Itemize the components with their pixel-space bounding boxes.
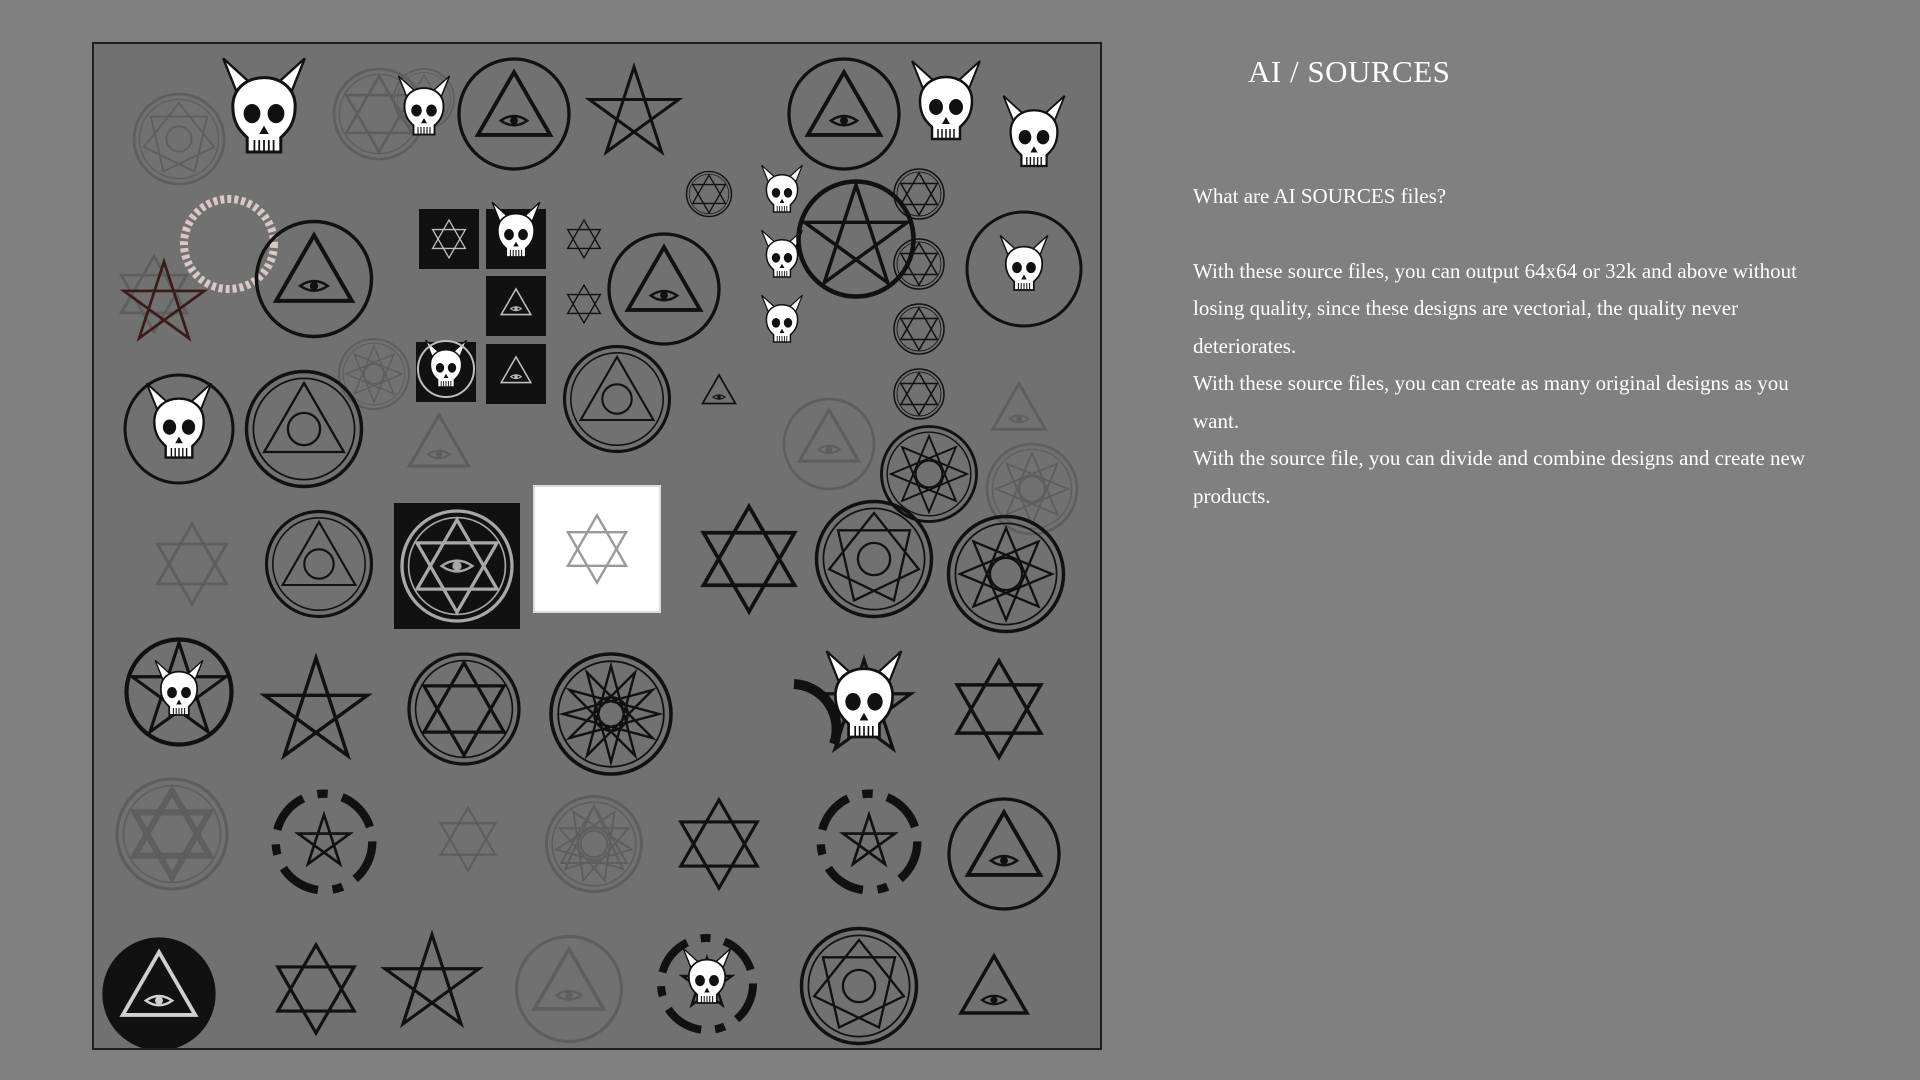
- dashed-ring-2: [821, 794, 918, 891]
- skull-7: [155, 660, 203, 715]
- faded-eye-3: [517, 937, 622, 1042]
- skull-3: [762, 165, 803, 212]
- sigil-star-circle: [817, 502, 932, 617]
- faded-sigil-1: [134, 94, 224, 184]
- eye-hexagram-2: [409, 654, 519, 764]
- paragraph-combine: With the source file, you can divide and combine designs and create new products.: [1193, 446, 1806, 508]
- hexagram-small-6: [894, 239, 944, 289]
- page-title: AI / SOURCES: [1248, 54, 1451, 89]
- faded-hexagram-6: [137, 794, 206, 874]
- horned-skull-1: [223, 58, 305, 152]
- pentagram-1: [589, 67, 678, 152]
- sigil-flower: [551, 654, 671, 774]
- faded-eye-4: [993, 384, 1046, 430]
- hexagram-small-3: [568, 285, 601, 323]
- sigil-heptagram: [802, 929, 917, 1044]
- square-badge-1: [419, 209, 479, 269]
- eye-triangle-4: [949, 799, 1059, 909]
- pink-dashed-ring: [184, 199, 274, 289]
- description-panel: [1193, 178, 1833, 515]
- square-badge-5: [486, 344, 546, 404]
- small-eye-triangle: [703, 375, 736, 404]
- eye-triangle-2: [789, 59, 899, 169]
- eye-triangle-bottom: [961, 956, 1027, 1013]
- question-heading: What are AI SOURCES files?: [1193, 184, 1447, 208]
- pentagram-2: [265, 658, 368, 756]
- heptagram-open: [681, 800, 757, 888]
- square-badge-3: [486, 276, 546, 336]
- ram-skull-circle: [1000, 235, 1048, 290]
- pentagram-bottom: [385, 935, 479, 1024]
- eye-triangle-3: [257, 222, 372, 337]
- faded-eye-2: [784, 399, 874, 489]
- devil-face: [147, 383, 212, 457]
- symbol-collection: [94, 44, 1100, 1048]
- dashed-ring-1: [276, 794, 373, 891]
- hexagram-bottom-1: [278, 945, 354, 1033]
- sigil-saturn: [247, 372, 362, 487]
- sigil-wheel: [949, 517, 1064, 632]
- hexagram-small-2: [568, 220, 601, 258]
- ram-skull-2: [1003, 96, 1064, 166]
- eye-triangle-1: [459, 59, 569, 169]
- dashed-eye-sun: [267, 512, 372, 617]
- vitruvian-card: [534, 486, 660, 612]
- faded-wheel-1: [339, 339, 409, 409]
- big-hexagram: [704, 507, 795, 612]
- hexagram-small-7: [894, 304, 944, 354]
- skull-5: [762, 295, 803, 342]
- hexagram-small-8: [894, 369, 944, 419]
- eye-triangle-filled: [104, 939, 214, 1048]
- faded-sigil-4: [987, 444, 1077, 534]
- sigil-faded-eye: [547, 797, 642, 892]
- hexagram-small-4: [687, 172, 732, 217]
- paragraph-quality: With these source files, you can output 64x64 or 32k and above without losing quality, since these designs are vectorial, the quality never deteriorates.: [1193, 258, 1797, 358]
- hexagram-small-5: [894, 169, 944, 219]
- faded-eye-1: [409, 415, 468, 466]
- vitruvian-eye: [609, 234, 719, 344]
- paragraph-original-designs: With these source files, you can create as many original designs as you want.: [1193, 371, 1789, 433]
- sigil-9-star: [565, 347, 670, 452]
- faded-hexagram-5: [441, 808, 496, 871]
- ram-skull-1: [912, 61, 980, 139]
- ram-pentagram: [799, 182, 914, 297]
- interlaced-hexagram: [957, 661, 1041, 758]
- faded-hexagram-3: [157, 524, 226, 604]
- symbol-artboard: [92, 42, 1102, 1050]
